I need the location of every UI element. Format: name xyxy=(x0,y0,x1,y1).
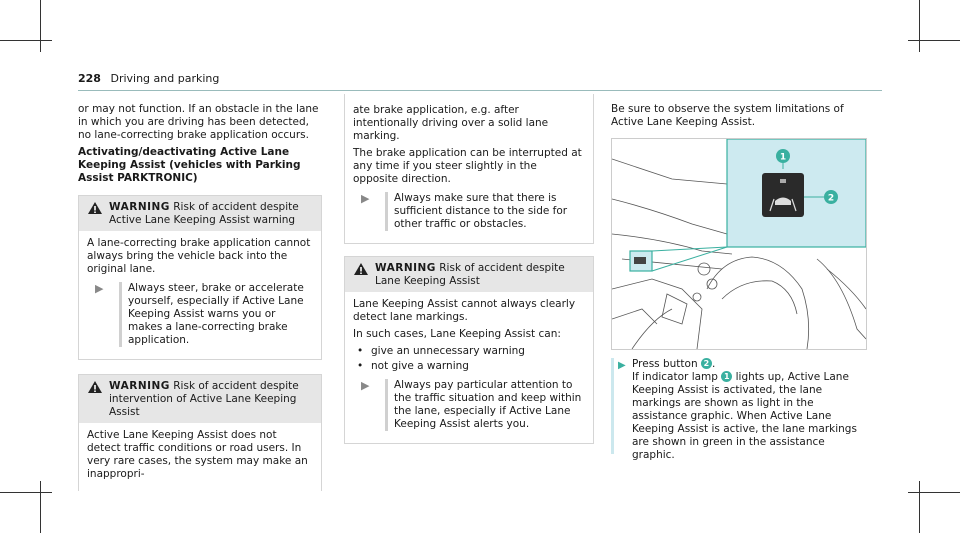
instruction-step xyxy=(353,379,585,431)
callout-2: 2 xyxy=(827,193,835,204)
step-text: Always make sure that there is sufficient distance to the side for other traffic or obstacles. xyxy=(385,192,585,231)
arrow-icon: ▶ xyxy=(95,282,104,295)
step-text: lights up, Active Lane Keeping Assist is activated, the lane markings are shown as light in the assistance graphic. When Active Lane Keeping Assist is active, the lane markings are shown in green in the assistance graphic. xyxy=(632,371,857,461)
crop-mark xyxy=(908,40,960,41)
instruction-step xyxy=(353,192,585,231)
column-3-step: ▶ Press button 2 . If indicator lamp 1 lights up, Active Lane Keeping Assist is activated, the lane markings are shown as light in the assistance graphic. When Active Lane Keeping Assist is active, the lane markings are shown in green in the assistance graphic. xyxy=(618,358,857,461)
warning-label: WARNING xyxy=(109,380,170,392)
warning-header xyxy=(79,196,321,231)
step-bar xyxy=(611,358,614,454)
step-text: Always pay particular attention to the traffic situation and keep within the lane, especially if Active Lane Keeping Assist alerts you. xyxy=(385,379,585,431)
lamp-1-ref: 1 xyxy=(721,371,732,382)
warning-header xyxy=(345,257,593,292)
warning-box xyxy=(344,256,594,444)
warning-body: In such cases, Lane Keeping Assist can: xyxy=(353,328,561,340)
crop-mark xyxy=(0,40,52,41)
page-header xyxy=(78,72,219,85)
warning-box xyxy=(78,195,322,360)
crop-mark xyxy=(919,481,920,533)
intro-text: or may not function. If an obstacle in the lane in which you are driving has been detected, no lane-correcting brake application occurs. xyxy=(78,103,319,141)
button-2-ref: 2 xyxy=(701,358,712,369)
section-title: Driving and parking xyxy=(110,72,220,85)
warning-triangle-icon xyxy=(87,201,105,219)
subheading: Activating/deactivating Active Lane Keeping Assist (vehicles with Parking Assist PARKTRONIC) xyxy=(78,146,301,184)
intro-text: Be sure to observe the system limitations of Active Lane Keeping Assist. xyxy=(611,103,844,128)
crop-mark xyxy=(919,0,920,52)
warning-body: A lane-correcting brake application cannot always bring the vehicle back into the original lane. xyxy=(87,237,311,275)
step-text: Press button xyxy=(632,358,698,370)
continued-text: ate brake application, e.g. after intentionally driving over a solid lane marking. xyxy=(353,104,549,142)
header-divider xyxy=(78,90,882,91)
warning-triangle-icon xyxy=(353,262,371,280)
bullet-item: • give an unnecessary warning xyxy=(357,345,525,357)
warning-triangle-icon xyxy=(87,380,105,398)
warning-title: Risk of accident despite Lane Keeping Assist xyxy=(375,262,565,287)
warning-box xyxy=(78,374,322,491)
dashboard-drawing xyxy=(612,139,866,349)
warning-box-continued xyxy=(344,94,594,244)
arrow-icon: ▶ xyxy=(361,379,370,392)
crop-mark xyxy=(40,0,41,52)
warning-label: WARNING xyxy=(375,262,436,274)
callout-1: 1 xyxy=(779,152,787,163)
warning-title: Risk of accident despite Active Lane Keeping Assist warning xyxy=(109,201,299,226)
instruction-step xyxy=(87,282,313,347)
bullet-item: • not give a warning xyxy=(357,360,469,372)
crop-mark xyxy=(908,492,960,493)
crop-mark xyxy=(40,481,41,533)
continued-text: The brake application can be interrupted at any time if you steer slightly in the opposite direction. xyxy=(353,147,582,185)
step-text: If indicator lamp xyxy=(632,371,718,383)
column-1 xyxy=(78,103,322,491)
arrow-icon: ▶ xyxy=(361,192,370,205)
column-3 xyxy=(611,103,861,133)
warning-body: Active Lane Keeping Assist does not detect traffic conditions or road users. In very rare cases, the system may make an inappropri- xyxy=(87,429,308,480)
warning-body: Lane Keeping Assist cannot always clearly detect lane markings. xyxy=(353,298,576,323)
warning-header xyxy=(79,375,321,423)
warning-label: WARNING xyxy=(109,201,170,213)
page-number: 228 xyxy=(78,72,101,85)
dashboard-illustration xyxy=(611,138,867,350)
warning-title: Risk of accident despite intervention of Active Lane Keeping Assist xyxy=(109,380,299,418)
column-2 xyxy=(344,94,594,444)
arrow-icon: ▶ xyxy=(618,360,626,371)
crop-mark xyxy=(0,492,52,493)
step-text: Always steer, brake or accelerate yourself, especially if Active Lane Keeping Assist warns you or makes a lane-correcting brake application. xyxy=(119,282,313,347)
